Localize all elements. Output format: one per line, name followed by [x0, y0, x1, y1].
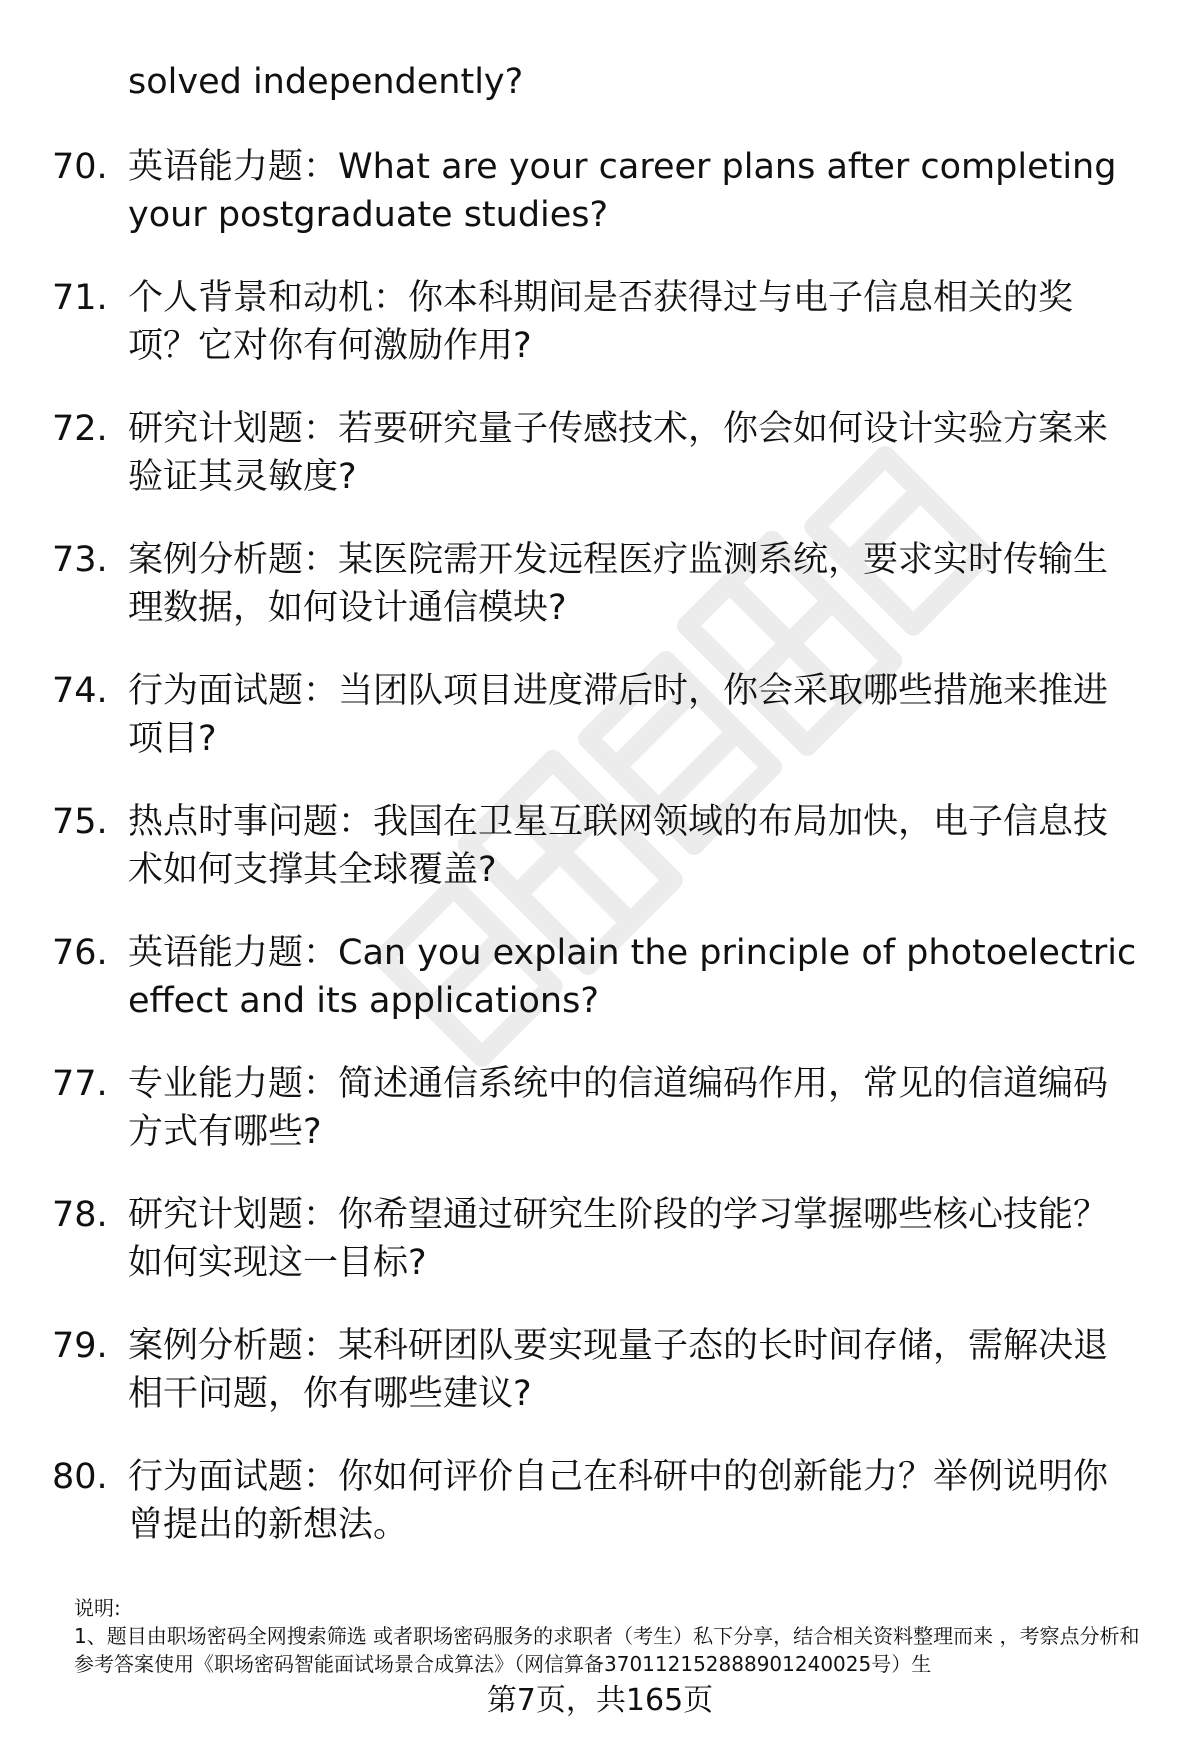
question-number: 71. — [52, 278, 108, 318]
question-item — [0, 1322, 1200, 1453]
question-text: 研究计划题：你希望通过研究生阶段的学习掌握哪些核心技能？如何实现这一目标? — [128, 1195, 1109, 1283]
question-number: 73. — [52, 540, 108, 580]
question-item — [0, 274, 1200, 405]
question-text: 英语能力题：Can you explain the principle of photoelectric effect and its applications? — [128, 933, 1137, 1021]
question-text: 热点时事问题：我国在卫星互联网领域的布局加快，电子信息技术如何支撑其全球覆盖? — [128, 802, 1109, 890]
question-list — [0, 143, 1200, 1584]
question-item — [0, 143, 1200, 274]
question-item — [0, 1453, 1200, 1584]
question-item — [0, 1191, 1200, 1322]
question-number: 79. — [52, 1326, 108, 1366]
question-text: 行为面试题：你如何评价自己在科研中的创新能力？举例说明你曾提出的新想法。 — [128, 1457, 1109, 1545]
question-item — [0, 798, 1200, 929]
note-heading: 说明: — [74, 1596, 121, 1620]
question-number: 75. — [52, 802, 108, 842]
question-item — [0, 1060, 1200, 1191]
question-text: 专业能力题：简述通信系统中的信道编码作用，常见的信道编码方式有哪些? — [128, 1064, 1109, 1152]
note-section — [74, 1594, 1154, 1678]
question-text: 案例分析题：某医院需开发远程医疗监测系统，要求实时传输生理数据，如何设计通信模块? — [128, 540, 1109, 628]
question-item — [0, 536, 1200, 667]
note-body: 1、题目由职场密码全网搜索筛选 或者职场密码服务的求职者（考生）私下分享，结合相关资料整理而来 ，考察点分析和参考答案使用《职场密码智能面试场景合成算法》（网信算备370112152888901240025号）生 — [74, 1624, 1140, 1676]
question-text: 英语能力题：What are your career plans after completing your postgraduate studies? — [128, 147, 1117, 235]
question-number: 74. — [52, 671, 108, 711]
question-number: 77. — [52, 1064, 108, 1104]
question-number: 80. — [52, 1457, 108, 1497]
question-number: 78. — [52, 1195, 108, 1235]
question-text: 案例分析题：某科研团队要实现量子态的长时间存储，需解决退相干问题，你有哪些建议? — [128, 1326, 1109, 1414]
question-text: 行为面试题：当团队项目进度滞后时，你会采取哪些措施来推进项目? — [128, 671, 1109, 759]
continuation-text: solved independently? — [128, 62, 524, 102]
question-item — [0, 405, 1200, 536]
question-text: 个人背景和动机：你本科期间是否获得过与电子信息相关的奖项？它对你有何激励作用? — [128, 278, 1074, 366]
page-indicator: 第7页，共165页 — [486, 1683, 714, 1718]
question-number: 70. — [52, 147, 108, 187]
question-text: 研究计划题：若要研究量子传感技术，你会如何设计实验方案来验证其灵敏度? — [128, 409, 1109, 497]
question-number: 76. — [52, 933, 108, 973]
question-item — [0, 667, 1200, 798]
question-item — [0, 929, 1200, 1060]
question-number: 72. — [52, 409, 108, 449]
